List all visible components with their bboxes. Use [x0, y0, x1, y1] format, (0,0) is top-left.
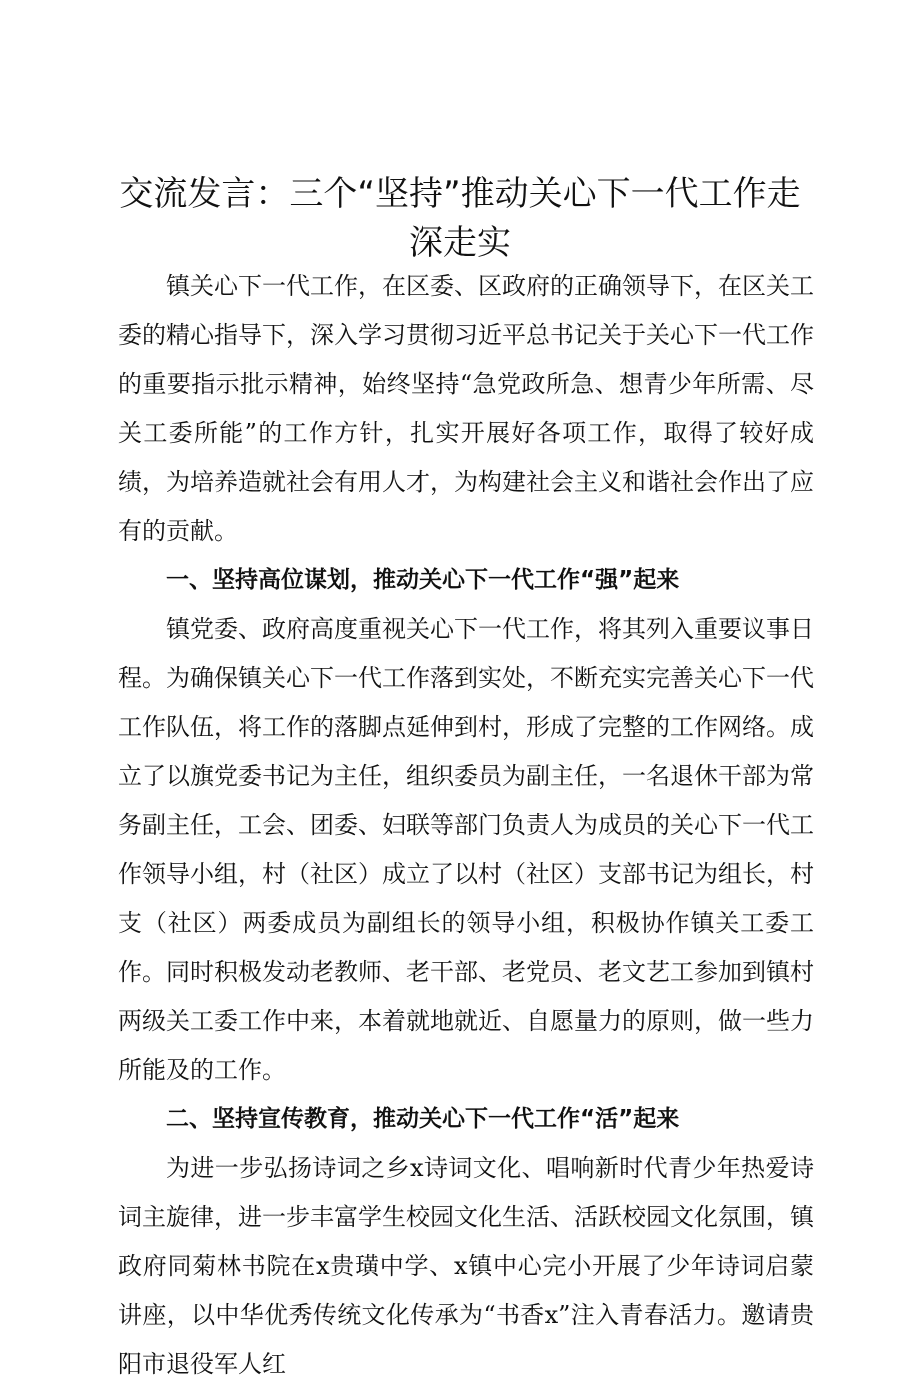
section-1-heading: 一、坚持高位谋划，推动关心下一代工作“强”起来 — [166, 567, 680, 593]
document-title-line-1: 交流发言：三个“坚持”推动关心下一代工作走 — [119, 174, 801, 214]
section-2-paragraph: 为进一步弘扬诗词之乡x诗词文化、唱响新时代青少年热爱诗词主旋律，进一步丰富学生校园文化生活、活跃校园文化氛围，镇政府同菊林书院在x贵璜中学、x镇中心完小开展了少年诗词启蒙讲座，以中华优秀传统文化传承为“书香x”注入青春活力。邀请贵阳市退役军人红 — [118, 1154, 814, 1378]
intro-paragraph: 镇关心下一代工作，在区委、区政府的正确领导下，在区关工委的精心指导下，深入学习贯彻习近平总书记关于关心下一代工作的重要指示批示精神，始终坚持“急党政所急、想青少年所需、尽关工委所能”的工作方针，扎实开展好各项工作，取得了较好成绩，为培养造就社会有用人才，为构建社会主义和谐社会作出了应有的贡献。 — [118, 272, 814, 545]
section-2-heading: 二、坚持宣传教育，推动关心下一代工作“活”起来 — [166, 1106, 680, 1132]
document-body — [118, 262, 814, 1389]
document-title-line-2: 深走实 — [409, 223, 511, 263]
section-1-paragraph: 镇党委、政府高度重视关心下一代工作，将其列入重要议事日程。为确保镇关心下一代工作落到实处，不断充实完善关心下一代工作队伍，将工作的落脚点延伸到村，形成了完整的工作网络。成立了以旗党委书记为主任，组织委员为副主任，一名退休干部为常务副主任，工会、团委、妇联等部门负责人为成员的关心下一代工作领导小组，村（社区）成立了以村（社区）支部书记为组长，村支（社区）两委成员为副组长的领导小组，积极协作镇关工委工作。同时积极发动老教师、老干部、老党员、老文艺工参加到镇村两级关工委工作中来，本着就地就近、自愿量力的原则，做一些力所能及的工作。 — [118, 615, 814, 1084]
